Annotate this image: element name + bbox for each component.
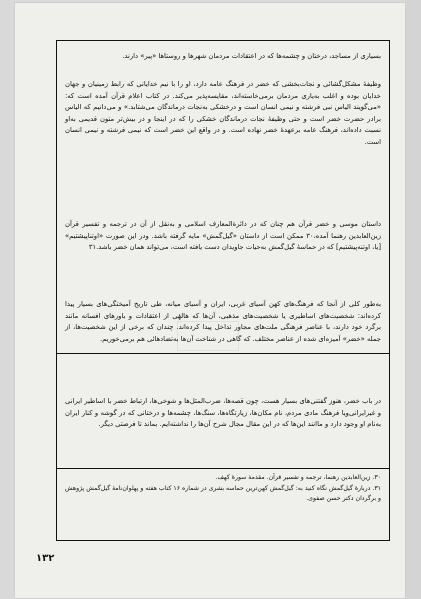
paragraph-2-text: داستان موسی و خضر قرآن هم چنان که در دائرةالمعارف اسلامی و به‌نقل از آن در ترجمه و تفسیر قرآن زین‌العابدین رهنما آمده،۳۰ ممکن است از داستان «گیل‌گمش» مایه گرفته باشد. ودر این صورت «اوتناپیشتیم» [یا، اوتنه‌پیشتیم] که در حماسهٔ گیل‌گمش به‌حیات جاویدان دست یافته است، می‌تواند همان خضر باشد.۳۱ <box>65 220 381 251</box>
footnote-30: ۳۰. زین‌العابدین رهنما، ترجمه و تفسیر قرآن. مقدمهٔ سورهٔ کهف. <box>215 474 381 481</box>
page-number: ۱۳۲ <box>36 553 55 564</box>
scan-edge <box>406 0 421 599</box>
paragraph-4-text: در باب خضر، هنوز گفتنی‌های بسیار هست، چون قصه‌ها، ضرب‌المثل‌ها و شوخی‌ها، ارتباط خضر با اساطیر ایرانی و غیرایرانی‌و‌یا فرهنگ مادی مردم، نام مکان‌ها، زیارتگاه‌ها، سنگ‌ها، چشمه‌ها و درختانی که در گوشه و کنار ایران به‌نام او وجود دارد و ماانند این‌ها که در این مقال مجال شرح آن‌ها را نداشته‌ایم. بماند تا فرصتی دیگر. <box>65 397 381 428</box>
paragraph-2 <box>65 219 381 254</box>
intro-paragraph <box>65 51 381 63</box>
paper-sheet <box>14 2 406 599</box>
footnote-31: ۳۱. دربارهٔ گیل‌گمش نگاه کنید به: گیل‌گمش کهن‌ترین حماسه بشری در شماره ۱۶ کتاب هفته و پهلوان‌نامهٔ گیل‌گمش پژوهش و برگردان دکتر حسن صفوی. <box>65 484 381 502</box>
bleed-through-mark <box>177 321 239 351</box>
section-divider <box>57 353 389 354</box>
paragraph-3-text: به‌طور کلی از آنجا که فرهنگ‌های کهن آسیای غربی، ایران و آسیای میانه، طی تاریخ آمیختگی‌های بسیار پیدا کرده‌اند: شخصیت‌های اساطیری یا شخصیت‌های مذهبی، آن‌ها که هالهٔی از اعتقادات و باورهای افسانه مانند برگرد خود دارند، با عناصر فرهنگی ملت‌های مجاور تداخل پیدا کرده‌اند. چندان که برخی از این شخصیت‌ها، از جمله «خضر» آمیزه‌ای شده از عناصر مختلف. که گاهی در شناخت آن‌ها به‌تضادهائی هم برمی‌خوریم. <box>65 300 381 343</box>
text-frame <box>56 40 390 541</box>
footnote-divider <box>57 468 389 469</box>
paragraph-1 <box>65 79 381 148</box>
intro-text: بسیاری از مساجد، درختان و چشمه‌ها که در اعتقادات مردمان شهرها و روستاها «پیر» دارند. <box>122 52 381 60</box>
paragraph-1-text: وظیفهٔ مشکل‌گشائی و نجات‌بخشی که خضر در فرهنگ عامه دارد، او را با نیم خدایانی که رابط زمینیان و جهان خدایان بوده و اغلب به‌یاری مردمان برمی‌خاسته‌اند، مقایسه‌پذیر می‌کند. در کتاب اعلام قرآن آمده است که: «می‌گویند الیاس نبی فرشته و نیمی انسان است و درخشکی به‌نجات درماندگان می‌شتابد.» و می‌دانیم که الیاس برادر حضرت خضر است و حتی وظیفهٔ نجات درماندگان خشکی را که در اینجا و در بیش‌تر متون قدیمی به‌او نسبت داده‌اند، فرهنگ عامه برعهدهٔ خضر نهاده است. و در واقع این خضر است که نیمی فرشته و نیمی انسان است. <box>65 80 381 146</box>
footnotes <box>65 473 381 505</box>
paragraph-4 <box>65 396 381 431</box>
